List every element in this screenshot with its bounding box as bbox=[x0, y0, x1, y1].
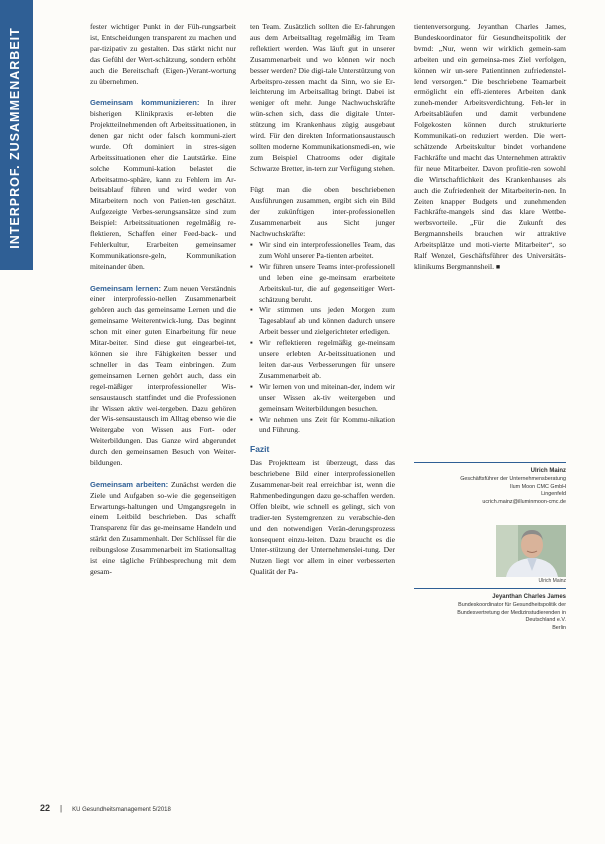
paragraph-text: In ihrer bisherigen Klinikpraxis er-lebten die Projektteilnehmenden oft Arbeitssituationen, in denen gar nicht oder falsch kommuni-ziert wurde. Oft dominiert in stres-sigen Arbeitssituationen eher die Lautstärke. Eine solche Kommuni-kation belastet die Arbeitsatmo-sphäre, kann zu Fehlern im Ar-beitsablauf führen und wird weder von Mitarbeitern noch von Patien-ten geschätzt. Aufgezeigte Verbes-serungsansätze sind zum Beispiel: Arbeitssituationen regelmäßig re-flektieren, Schaffen einer Feed-back- und Fehlerkultur, Erarbeiten gemeinsamer Kommunikationsre-geln, Kommunikation miteinander üben. bbox=[90, 98, 236, 271]
list-item: ▪ Wir sind ein interprofessionelles Team, das zum Wohl unserer Pa-tienten arbeitet. bbox=[259, 240, 395, 262]
portrait-image bbox=[496, 525, 566, 577]
author-role: Deutschland e.V. bbox=[525, 617, 566, 624]
paragraph: Fügt man die oben beschriebenen Ausführungen zusammen, ergibt sich ein Bild der zukünftigen inter-professionellen Zusammenarbeit aus Sicht junger Nachwuchskräfte: bbox=[250, 185, 395, 239]
author-company: Ilum Moon CMC GmbH bbox=[509, 483, 566, 490]
divider bbox=[414, 588, 566, 589]
subheading: Gemeinsam arbeiten: bbox=[90, 479, 169, 489]
author-city: Lingenfeld bbox=[541, 491, 566, 498]
subheading: Gemeinsam lernen: bbox=[90, 283, 161, 293]
list-item: ▪ Wir führen unsere Teams inter-professionell und leben eine ge-meinsam erarbeitete Arbeitskul-tur, die auf gegenseitiger Wert-schätzung beruht. bbox=[259, 262, 395, 306]
paragraph-text: Zum neuen Verständnis einer interprofessio-nellen Zusammenarbeit gehören auch das gemeinsame Lernen und die gemeinsame Weiterentwick-lung. Das beginnt schon mit einer guten Einarbeitung für neue Mitar-beiter. Sind diese gut eingearbei-tet, können sie ihre Fähigkeiten besser und schneller in das Team einbringen. Zum gemeinsamen Lernen gehört auch, dass ein regel-mäßiger interprofessioneller Wis-sensaustausch stattfindet und die Professionen ihr Wissen aktiv wei-tergeben. Dazu gehören der Wis-sensaustausch im Alltag ebenso wie die Weitergabe von Wissen aus Fort- oder Weiterbildungen. Das Ganze wird abgerundet durch den gemeinsamen Besuch von Weiter-bildungen. bbox=[90, 283, 236, 468]
text-column-1 bbox=[90, 22, 236, 578]
paragraph-text: Zunächst werden die Ziele und Aufgaben so-wie die gegenseitigen Erwartungs-haltungen und Umgangsregeln in einem Leitbild beschrieben. Das schafft Transparenz für das ge-meinsame Handeln und stärkt den Zusammenhalt. Der Schlüssel für die reibungslose Zusammenarbeit im Stationsalltag ist eine tägliche Frühbesprechung mit dem gesam- bbox=[90, 479, 236, 576]
text-column-2 bbox=[250, 22, 395, 578]
author-email: ucrich.mainz@illuminmoon-cmc.de bbox=[482, 499, 566, 506]
author-role: Bundesvertretung der Medizinstudierenden in bbox=[457, 609, 566, 616]
paragraph bbox=[90, 480, 236, 578]
journal-name: KU Gesundheitsmanagement 5/2018 bbox=[72, 807, 171, 813]
list-item: ▪ Wir stimmen uns jeden Morgen zum Tagesablauf ab und können dadurch unsere Arbeit besser und zielgerichteter erledigen. bbox=[259, 305, 395, 338]
section-sidebar-tab bbox=[0, 0, 33, 270]
page-number: 22 bbox=[40, 803, 51, 813]
paragraph: ten Team. Zusätzlich sollten die Er-fahrungen aus dem Arbeitsalltag regelmäßig im Team reflektiert werden. Was läuft gut in unserer Zusammenarbeit und wo können wir noch besser werden? Die digi-tale Unterstützung von Arbeitspro-zessen macht da Sinn, wo sie Er-leichterung im Arbeitsalltag bringt. Dabei ist weniger oft mehr. Junge Nachwuchskräfte wün-schen sich, dass die digitale Unter-stützung im Krankenhaus zügig ausgebaut wird. Für den direkten Informationsaustausch sollten moderne Kommunikationsmedi-en, wie zum Beispiel Chatrooms oder digitale Schwarze Bretter, in-tern zur Verfügung stehen. bbox=[250, 22, 395, 173]
author-photo bbox=[496, 525, 566, 577]
page-footer bbox=[40, 803, 171, 813]
photo-caption: Ulrich Mainz bbox=[538, 578, 566, 584]
author-name: Ulrich Mainz bbox=[530, 468, 566, 474]
footer-separator: | bbox=[60, 804, 63, 813]
text-column-3 bbox=[414, 22, 566, 273]
author-name: Jeyanthan Charles James bbox=[492, 594, 566, 600]
author-role: Geschäftsführer der Unternehmensberatung bbox=[460, 475, 566, 482]
paragraph bbox=[90, 284, 236, 469]
list-item: ▪ Wir lernen von und miteinan-der, indem wir unser Wissen ak-tiv weitergeben und gemeinsam Weiterbildungen besuchen. bbox=[259, 382, 395, 415]
author-city: Berlin bbox=[552, 625, 566, 632]
author-role: Bundeskoordinator für Gesundheitspolitik der bbox=[458, 601, 566, 608]
list-item: ▪ Wir reflektieren regelmäßig ge-meinsam unsere erlebten Ar-beitssituationen und leiten dar-aus Verbesserungen für unsere Zusammenarbeit ab. bbox=[259, 338, 395, 382]
paragraph bbox=[414, 22, 566, 273]
divider bbox=[414, 462, 566, 463]
author-bio bbox=[414, 468, 566, 507]
bullet-list bbox=[250, 240, 395, 436]
paragraph: fester wichtiger Punkt in der Füh-rungsarbeit ist, Entscheidungen transparent zu machen und par-tizipativ zu gestalten. Das stärkt nicht nur das Gefühl der Wert-schätzung, sondern erhöht auch die Bereitschaft (Eigen-)Verant-wortung zu übernehmen. bbox=[90, 22, 236, 86]
paragraph: Das Projektteam ist überzeugt, dass das beschriebene Bild einer interprofessionellen Zusammenar-beit real erreichbar ist, wenn die Rahmenbedingungen dazu ge-schaffen werden. Offen bleibt, wie schnell es gelingt, sich von tradier-ten Systemgrenzen zu verabschie-den und den notwendigen Verän-derungsprozess konsequent einzu-leiten. Dazu braucht es die Unter-stützung der Unternehmenslei-tung. Der Nutzen liegt vor allem in einer verbesserten Qualität der Pa- bbox=[250, 458, 395, 577]
section-heading: Fazit bbox=[250, 444, 270, 455]
paragraph-text: tientenversorgung. Jeyanthan Charles James, Bundeskoordinator für Gesundheitspolitik der bvmd: „Nur, wenn wir wirklich gemein-sam arbeiten und ein gemeinsa-mes Ziel verfolgen, können wir un-sere Patientinnen zufriedenstel-lend versorgen.“ Die beschriebene Teamarbeit ermöglicht ein effi-zienteres Arbeiten dank zuneh-mender Arbeitsverdichtung. Feh-ler in Arbeitsabläufen und damit verbundene Folgekosten können durch strukturierte Kommunikati-on reduziert werden. Die wert-schätzende Arbeitskultur bindet vorhandene Fachkräfte und macht das Unternehmen attraktiv für neue Mitarbeiter. Davon profitie-ren sowohl die Wirtschaftlichkeit des Krankenhauses als auch die Zufriedenheit der Mitarbeiterin-nen. In Zeiten knapper Budgets und zunehmenden Fachkräfte-mangels sind das klare Wettbe-werbsvorteile. „Für die Zukunft des Bergmannsheils brauchen wir attraktive Arbeitsplätze und moti-vierte Mitarbeiter“, so Ralf Wenzel, Geschäftsführer des Universitäts-klinikums Bergmannsheil. bbox=[414, 22, 566, 271]
end-mark-icon: ■ bbox=[495, 262, 501, 271]
paragraph bbox=[90, 98, 236, 273]
section-label: INTERPROF. ZUSAMMENARBEIT bbox=[8, 27, 22, 249]
list-item: ▪ Wir nehmen uns Zeit für Kommu-nikation und Führung. bbox=[259, 415, 395, 437]
author-bio bbox=[414, 594, 566, 633]
subheading: Gemeinsam kommunizieren: bbox=[90, 98, 200, 108]
